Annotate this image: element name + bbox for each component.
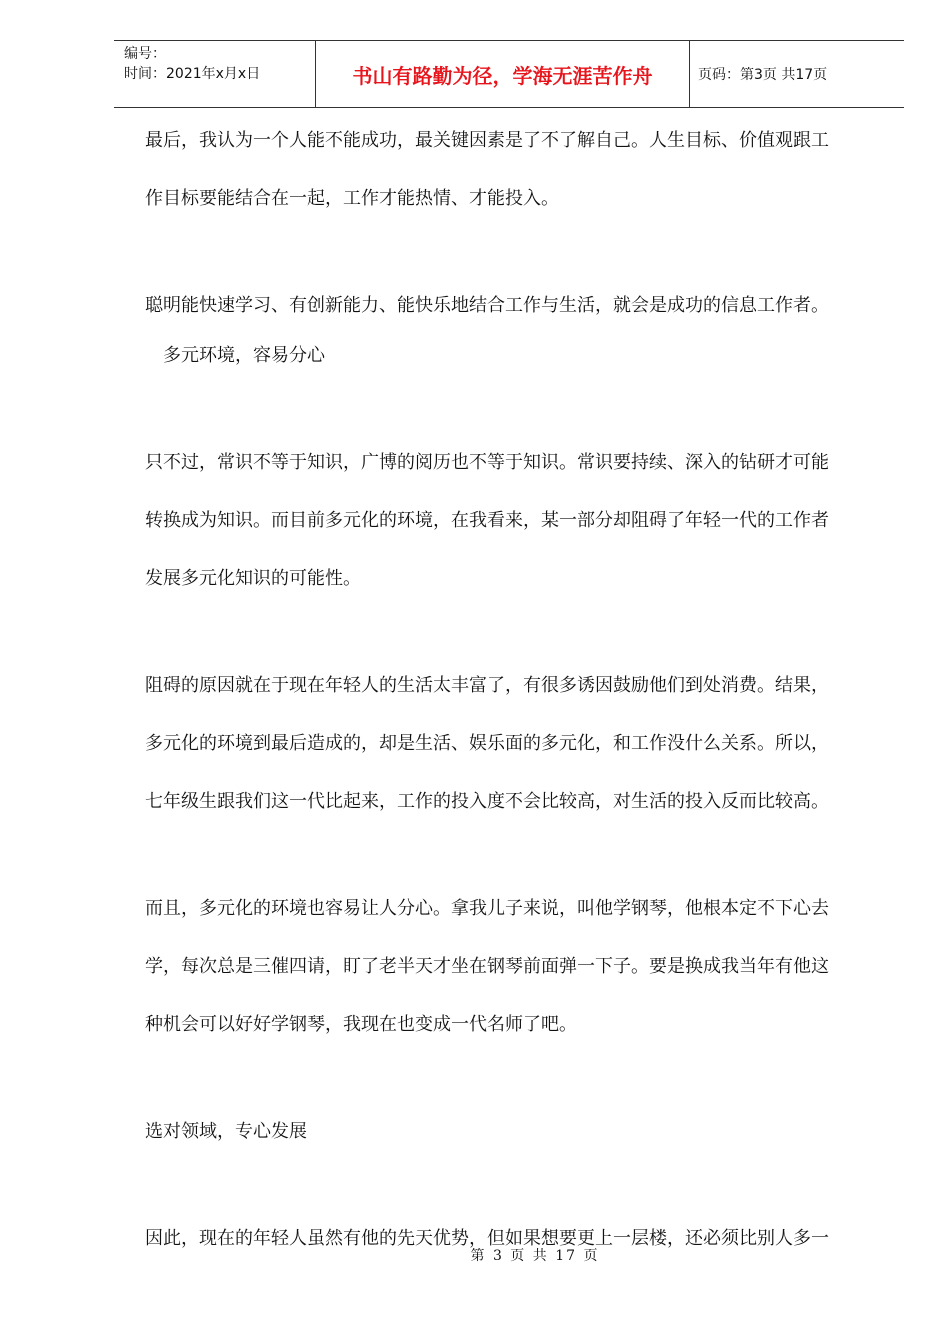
section-heading: 多元环境，容易分心 (163, 345, 325, 366)
paragraph-line: 发展多元化知识的可能性。 (145, 568, 361, 589)
paragraph-line: 作目标要能结合在一起，工作才能热情、才能投入。 (145, 188, 559, 209)
paragraph-line: 因此，现在的年轻人虽然有他的先天优势，但如果想要更上一层楼，还必须比别人多一 (145, 1228, 829, 1249)
paragraph-line: 七年级生跟我们这一代比起来，工作的投入度不会比较高，对生活的投入反而比较高。 (145, 791, 829, 812)
section-heading: 选对领域，专心发展 (145, 1121, 307, 1142)
paragraph-line: 多元化的环境到最后造成的，却是生活、娱乐面的多元化，和工作没什么关系。所以， (145, 733, 829, 754)
header-meta (114, 41, 316, 107)
number-label: 编号： (124, 46, 166, 62)
page-header (114, 40, 904, 108)
paragraph-line: 转换成为知识。而目前多元化的环境，在我看来，某一部分却阻碍了年轻一代的工作者 (145, 510, 829, 531)
time-label: 时间：2021年x月x日 (124, 66, 261, 82)
paragraph-line: 聪明能快速学习、有创新能力、能快乐地结合工作与生活，就会是成功的信息工作者。 (145, 295, 829, 316)
paragraph-line: 学，每次总是三催四请，盯了老半天才坐在钢琴前面弹一下子。要是换成我当年有他这 (145, 956, 829, 977)
paragraph-line: 阻碍的原因就在于现在年轻人的生活太丰富了，有很多诱因鼓励他们到处消费。结果， (145, 675, 829, 696)
paragraph-line: 而且，多元化的环境也容易让人分心。拿我儿子来说，叫他学钢琴，他根本定不下心去 (145, 898, 829, 919)
paragraph-line: 种机会可以好好学钢琴，我现在也变成一代名师了吧。 (145, 1014, 577, 1035)
page-footer: 第 3 页 共 17 页 (470, 1248, 600, 1264)
header-page-info: 页码：第3页 共17页 (698, 67, 828, 83)
header-motto: 书山有路勤为径，学海无涯苦作舟 (316, 41, 690, 107)
document-body (145, 126, 873, 1254)
paragraph-line: 最后，我认为一个人能不能成功，最关键因素是了不了解自己。人生目标、价值观跟工 (145, 130, 829, 151)
paragraph-line: 只不过，常识不等于知识，广博的阅历也不等于知识。常识要持续、深入的钻研才可能 (145, 452, 829, 473)
